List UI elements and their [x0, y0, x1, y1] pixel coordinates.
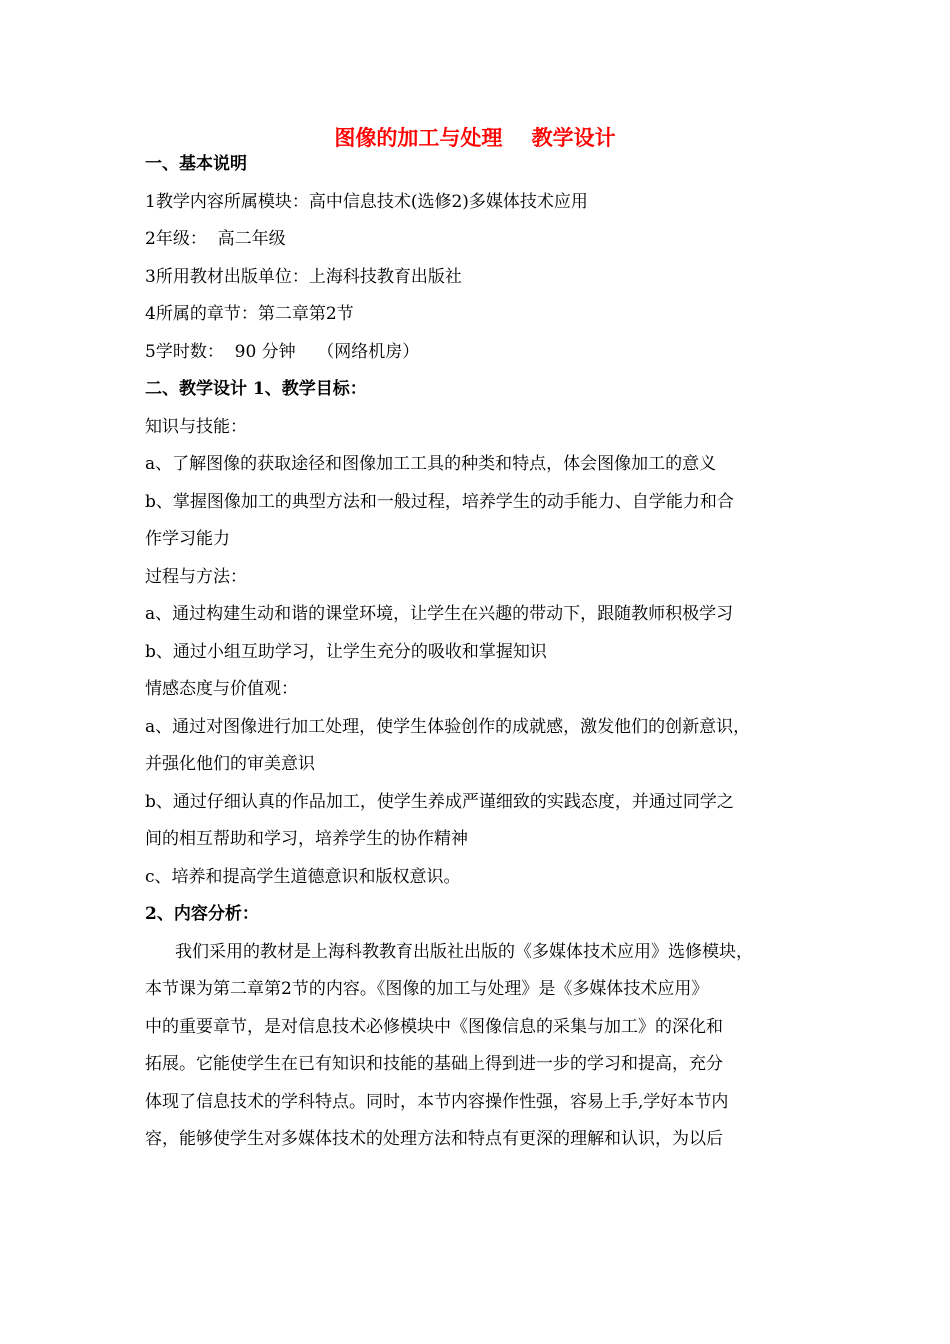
- knowledge-item-a: a、了解图像的获取途径和图像加工工具的种类和特点，体会图像加工的意义: [145, 454, 717, 474]
- content-analysis-line: 我们采用的教材是上海科教教育出版社出版的《多媒体技术应用》选修模块，: [175, 941, 753, 962]
- emotion-item-a-line2: 并强化他们的审美意识: [145, 754, 315, 774]
- emotion-item-b-line2: 间的相互帮助和学习，培养学生的协作精神: [145, 829, 468, 849]
- content-analysis-line: 体现了信息技术的学科特点。同时，本节内容操作性强，容易上手,学好本节内: [145, 1091, 729, 1112]
- section-heading-content-analysis: 2、内容分析：: [145, 904, 259, 924]
- basic-info-hours: 5学时数： 90 分钟 （网络机房）: [145, 341, 420, 362]
- process-item-b: b、通过小组互助学习，让学生充分的吸收和掌握知识: [145, 641, 547, 662]
- document-title: 图像的加工与处理 教学设计: [334, 125, 616, 150]
- content-analysis-line: 容，能够使学生对多媒体技术的处理方法和特点有更深的理解和认识，为以后: [145, 1129, 723, 1149]
- section-heading-teaching-design: 二、教学设计 1、教学目标：: [145, 379, 367, 399]
- content-analysis-line: 中的重要章节，是对信息技术必修模块中《图像信息的采集与加工》的深化和: [145, 1016, 723, 1037]
- knowledge-item-b-line1: b、掌握图像加工的典型方法和一般过程，培养学生的动手能力、自学能力和合: [145, 491, 734, 512]
- basic-info-chapter: 4所属的章节：第二章第2节: [145, 304, 354, 324]
- knowledge-skills-label: 知识与技能：: [145, 416, 247, 437]
- section-heading-basic-info: 一、基本说明: [145, 154, 247, 174]
- knowledge-item-b-line2: 作学习能力: [145, 529, 230, 549]
- process-method-label: 过程与方法：: [145, 566, 247, 587]
- emotion-item-a-line1: a、通过对图像进行加工处理，使学生体验创作的成就感，激发他们的创新意识，: [145, 716, 751, 737]
- emotion-values-label: 情感态度与价值观：: [145, 679, 298, 699]
- basic-info-grade: 2年级： 高二年级: [145, 229, 286, 249]
- basic-info-module: 1教学内容所属模块：高中信息技术(选修2)多媒体技术应用: [145, 191, 588, 212]
- document-body: [145, 146, 825, 1159]
- content-analysis-line: 本节课为第二章第2节的内容。《图像的加工与处理》是《多媒体技术应用》: [145, 979, 709, 999]
- emotion-item-c: c、培养和提高学生道德意识和版权意识。: [145, 866, 461, 887]
- emotion-item-b-line1: b、通过仔细认真的作品加工，使学生养成严谨细致的实践态度，并通过同学之: [145, 791, 734, 812]
- content-analysis-line: 拓展。它能使学生在已有知识和技能的基础上得到进一步的学习和提高，充分: [145, 1054, 723, 1074]
- basic-info-publisher: 3所用教材出版单位：上海科技教育出版社: [145, 266, 462, 287]
- process-item-a: a、通过构建生动和谐的课堂环境，让学生在兴趣的带动下，跟随教师积极学习: [145, 604, 734, 624]
